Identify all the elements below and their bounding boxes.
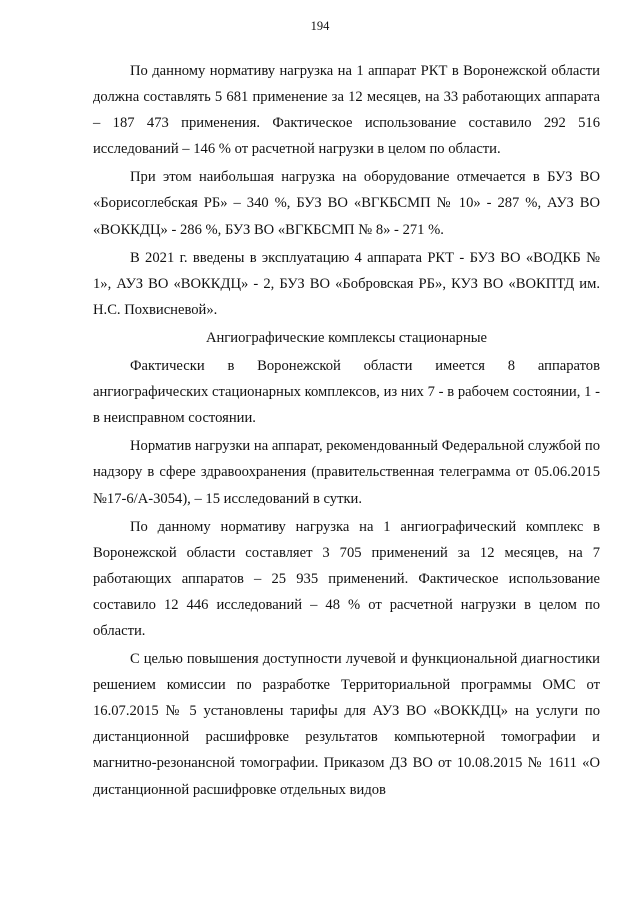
- paragraph-angiography-load: По данному нормативу нагрузка на 1 ангиографический комплекс в Воронежской области составляет 3 705 применений за 12 месяцев, на 7 работающих аппаратов – 25 935 применений. Фактическое использование составило 12 446 исследований – 48 % от расчетной нагрузки в целом по области.: [93, 518, 600, 639]
- paragraph-commissioned-2021: В 2021 г. введены в эксплуатацию 4 аппарата РКТ - БУЗ ВО «ВОДКБ № 1», АУЗ ВО «ВОККДЦ» - 2, БУЗ ВО «Бобровская РБ», КУЗ ВО «ВОКПТД им. Н.С. Похвисневой».: [93, 249, 600, 318]
- paragraph-rkt-norm-load: По данному нормативу нагрузка на 1 аппарат РКТ в Воронежской области должна составлять 5 681 применение за 12 месяцев, на 33 работающих аппарата – 187 473 применения. Фактическое использование составило 292 516 исследований – 146 % от расчетной нагрузки в целом по области.: [93, 63, 600, 158]
- paragraph-angiography-count: Фактически в Воронежской области имеется 8 аппаратов ангиографических стационарных комплексов, из них 7 - в рабочем состоянии, 1 - в неисправном состоянии.: [93, 358, 600, 427]
- paragraph-load-norm: Норматив нагрузки на аппарат, рекомендованный Федеральной службой по надзору в сфере здравоохранения (правительственная телеграмма от 05.06.2015 №17-6/А-3054), – 15 исследований в сутки.: [93, 438, 600, 507]
- page-number: 194: [310, 19, 330, 33]
- paragraph-highest-load: При этом наибольшая нагрузка на оборудование отмечается в БУЗ ВО «Борисоглебская РБ» – 340 %, БУЗ ВО «ВГКБСМП № 10» - 287 %, АУЗ ВО «ВОККДЦ» - 286 %, БУЗ ВО «ВГКБСМП № 8» - 271 %.: [93, 169, 600, 238]
- section-heading-angiography: Ангиографические комплексы стационарные: [205, 329, 488, 346]
- document-body: [93, 58, 600, 805]
- paragraph-remote-diagnostics: С целью повышения доступности лучевой и функциональной диагностики решением комиссии по разработке Территориальной программы ОМС от 16.07.2015 № 5 установлены тарифы для АУЗ ВО «ВОККДЦ» на услуги по дистанционной расшифровке результатов компьютерной томографии и магнитно-резонансной томографии. Приказом ДЗ ВО от 10.08.2015 № 1611 «О дистанционной расшифровке отдельных видов: [93, 651, 600, 798]
